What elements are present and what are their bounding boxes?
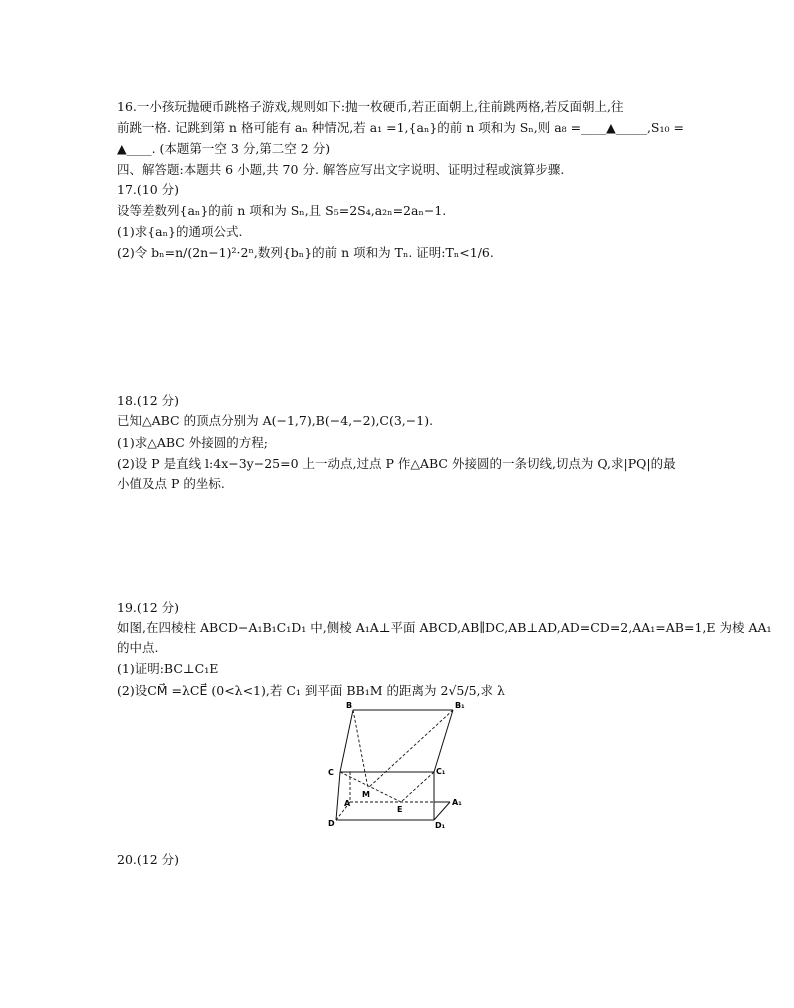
label-b1: B₁ xyxy=(455,701,465,710)
section-four-heading: 四、解答题:本题共 6 小题,共 70 分. 解答应写出文字说明、证明过程或演算步骤. xyxy=(117,162,565,177)
q18-header: 18.(12 分) xyxy=(117,393,180,408)
edge-d1-a1 xyxy=(434,802,450,820)
prism-figure xyxy=(328,700,468,830)
q16-line-2: 前跳一格. 记跳到第 n 格可能有 aₙ 种情况,若 a₁ =1,{aₙ}的前 n 项和为 Sₙ,则 a₈ =____▲_____,S₁₀ = xyxy=(117,120,684,135)
q17-part1: (1)求{aₙ}的通项公式. xyxy=(117,224,243,239)
q20-header: 20.(12 分) xyxy=(117,852,180,867)
q17-stem: 设等差数列{aₙ}的前 n 项和为 Sₙ,且 S₅=2S₄,a₂ₙ=2aₙ−1. xyxy=(117,203,447,218)
q19-header: 19.(12 分) xyxy=(117,600,180,615)
label-c: C xyxy=(328,768,334,777)
q18-part1: (1)求△ABC 外接圆的方程; xyxy=(117,435,269,450)
q16-line-3: ▲____. (本题第一空 3 分,第二空 2 分) xyxy=(117,141,331,156)
label-a1: A₁ xyxy=(452,798,462,807)
edge-b-c xyxy=(340,710,353,772)
label-e: E xyxy=(397,805,403,814)
q19-part1: (1)证明:BC⊥C₁E xyxy=(117,661,219,676)
segment-c-e xyxy=(340,772,401,802)
edge-b1-c1 xyxy=(434,710,453,772)
q16-line-1: 16.一小孩玩抛硬币跳格子游戏,规则如下:抛一枚硬币,若正面朝上,往前跳两格,若反面朝上,往 xyxy=(117,99,624,114)
edge-c-d xyxy=(336,772,340,820)
label-m: M xyxy=(362,790,370,799)
q18-part2a: (2)设 P 是直线 l:4x−3y−25=0 上一动点,过点 P 作△ABC 外接圆的一条切线,切点为 Q,求|PQ|的最 xyxy=(117,456,676,471)
segment-c1-e xyxy=(401,772,434,802)
q19-stem-1: 如图,在四棱柱 ABCD−A₁B₁C₁D₁ 中,侧棱 A₁A⊥平面 ABCD,AB∥DC,AB⊥AD,AD=CD=2,AA₁=AB=1,E 为棱 AA₁ xyxy=(117,620,772,635)
q19-stem-2: 的中点. xyxy=(117,640,159,655)
q17-part2: (2)令 bₙ=n/(2n−1)²·2ⁿ,数列{bₙ}的前 n 项和为 Tₙ. 证明:Tₙ<1/6. xyxy=(117,245,494,260)
segment-b-m xyxy=(353,710,368,788)
label-b: B xyxy=(346,701,353,710)
label-d1: D₁ xyxy=(435,821,446,830)
q19-part2: (2)设CM⃗ =λCE⃗ (0<λ<1),若 C₁ 到平面 BB₁M 的距离为 2√5/5,求 λ xyxy=(117,683,505,698)
q18-stem: 已知△ABC 的顶点分别为 A(−1,7),B(−4,−2),C(3,−1). xyxy=(117,413,434,428)
label-a: A xyxy=(344,799,351,808)
q17-header: 17.(10 分) xyxy=(117,182,180,197)
q18-part2b: 小值及点 P 的坐标. xyxy=(117,476,225,491)
label-c1: C₁ xyxy=(436,767,446,776)
label-d: D xyxy=(328,819,335,828)
segment-b1-m xyxy=(368,710,453,788)
